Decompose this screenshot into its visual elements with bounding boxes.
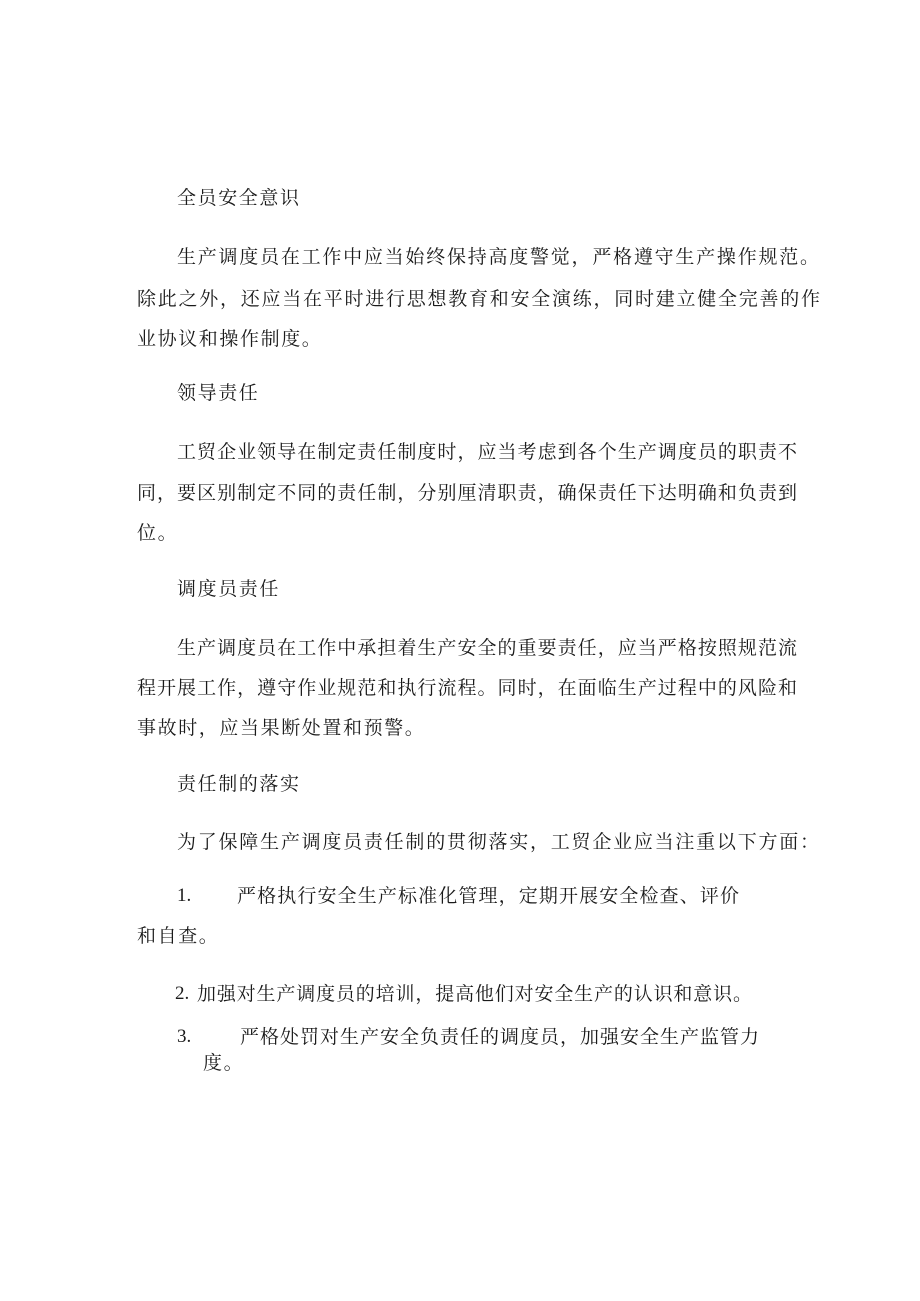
heading-leadership: 领导责任 <box>177 382 260 404</box>
paragraph-line: 同，要区别制定不同的责任制，分别厘清职责，确保责任下达明确和负责到 <box>137 482 797 504</box>
list-number: 2. <box>175 983 190 1004</box>
list-number: 3. <box>177 1026 192 1047</box>
intro-line: 为了保障生产调度员责任制的贯彻落实，工贸企业应当注重以下方面： <box>177 831 819 853</box>
list-item-text: 和自查。 <box>137 925 220 947</box>
paragraph-line: 事故时，应当果断处置和预警。 <box>137 717 426 739</box>
list-item-text: 加强对生产调度员的培训，提高他们对安全生产的认识和意识。 <box>197 983 752 1005</box>
paragraph-line: 业协议和操作制度。 <box>137 328 323 350</box>
heading-awareness: 全员安全意识 <box>177 187 301 209</box>
paragraph-line: 生产调度员在工作中应当始终保持高度警觉，严格遵守生产操作规范。 <box>177 246 819 268</box>
heading-implementation: 责任制的落实 <box>177 773 301 795</box>
list-number: 1. <box>177 885 192 906</box>
heading-dispatcher: 调度员责任 <box>177 578 281 600</box>
list-item-text: 度。 <box>203 1052 245 1074</box>
paragraph-line: 工贸企业领导在制定责任制度时，应当考虑到各个生产调度员的职责不 <box>177 441 797 463</box>
paragraph-line: 程开展工作，遵守作业规范和执行流程。同时，在面临生产过程中的风险和 <box>137 677 797 699</box>
list-item-text: 严格处罚对生产安全负责任的调度员，加强安全生产监管力 <box>240 1026 759 1048</box>
list-item-text: 严格执行安全生产标准化管理，定期开展安全检查、评价 <box>237 885 739 907</box>
paragraph-line: 生产调度员在工作中承担着生产安全的重要责任，应当严格按照规范流 <box>177 637 797 659</box>
paragraph-line: 除此之外，还应当在平时进行思想教育和安全演练，同时建立健全完善的作 <box>137 288 820 310</box>
paragraph-line: 位。 <box>137 522 179 544</box>
